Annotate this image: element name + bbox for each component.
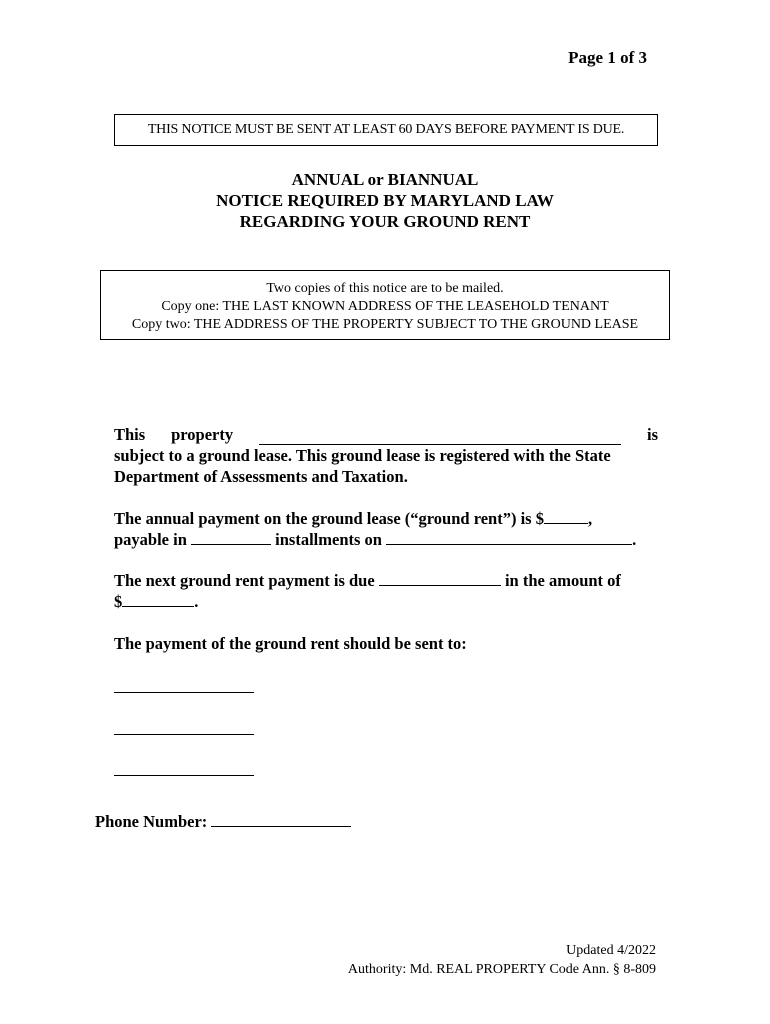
property-text-property: property bbox=[171, 425, 234, 444]
title-line-3: REGARDING YOUR GROUND RENT bbox=[239, 212, 531, 231]
property-address-blank[interactable] bbox=[259, 429, 621, 445]
installment-dates-blank[interactable] bbox=[386, 529, 632, 545]
next-payment-paragraph bbox=[114, 570, 658, 612]
payment-address-line-3[interactable] bbox=[114, 775, 254, 776]
installments-period: . bbox=[632, 530, 637, 549]
next-payment-period: . bbox=[194, 592, 199, 611]
updated-date: Updated 4/2022 bbox=[566, 943, 656, 958]
property-paragraph bbox=[114, 424, 658, 487]
phone-number-row bbox=[95, 811, 395, 832]
payable-in-text: payable in bbox=[114, 530, 187, 549]
payment-address-line-2[interactable] bbox=[114, 734, 254, 735]
next-payment-text: The next ground rent payment is due bbox=[114, 571, 375, 590]
authority-citation: Authority: Md. REAL PROPERTY Code Ann. § 8-809 bbox=[347, 962, 656, 977]
property-line-3: Department of Assessments and Taxation. bbox=[114, 467, 408, 486]
phone-number-label: Phone Number: bbox=[95, 812, 208, 831]
property-line-2: subject to a ground lease. This ground lease is registered with the State bbox=[114, 446, 611, 465]
next-payment-date-blank[interactable] bbox=[379, 570, 501, 586]
copies-line-1: Two copies of this notice are to be mailed. bbox=[266, 281, 504, 296]
installments-on-text: installments on bbox=[275, 530, 382, 549]
copies-instructions-box bbox=[100, 270, 670, 340]
next-payment-amount-blank[interactable] bbox=[122, 591, 194, 607]
annual-payment-comma: , bbox=[587, 509, 593, 528]
copies-line-3: Copy two: THE ADDRESS OF THE PROPERTY SUBJECT TO THE GROUND LEASE bbox=[131, 317, 639, 332]
page-number: Page 1 of 3 bbox=[568, 48, 647, 67]
ground-rent-amount-blank[interactable] bbox=[544, 508, 588, 524]
phone-number-blank[interactable] bbox=[211, 811, 351, 827]
notice-banner-text: THIS NOTICE MUST BE SENT AT LEAST 60 DAYS BEFORE PAYMENT IS DUE. bbox=[147, 122, 625, 137]
copies-line-2: Copy one: THE LAST KNOWN ADDRESS OF THE LEASEHOLD TENANT bbox=[161, 299, 609, 314]
document-title bbox=[0, 169, 770, 232]
title-line-1: ANNUAL or BIANNUAL bbox=[291, 170, 479, 189]
annual-payment-paragraph bbox=[114, 508, 658, 550]
payment-address-line-1[interactable] bbox=[114, 692, 254, 693]
in-amount-of-text: in the amount of bbox=[504, 571, 621, 590]
title-line-2: NOTICE REQUIRED BY MARYLAND LAW bbox=[216, 191, 554, 210]
annual-payment-text: The annual payment on the ground lease (“ground rent”) is $ bbox=[114, 509, 544, 528]
installments-count-blank[interactable] bbox=[191, 529, 271, 545]
property-text-is: is bbox=[646, 425, 658, 444]
property-text-this: This bbox=[114, 425, 146, 444]
footer bbox=[348, 941, 656, 979]
dollar-sign: $ bbox=[114, 592, 123, 611]
notice-banner bbox=[114, 114, 658, 146]
payment-address-label: The payment of the ground rent should be sent to: bbox=[114, 634, 467, 653]
